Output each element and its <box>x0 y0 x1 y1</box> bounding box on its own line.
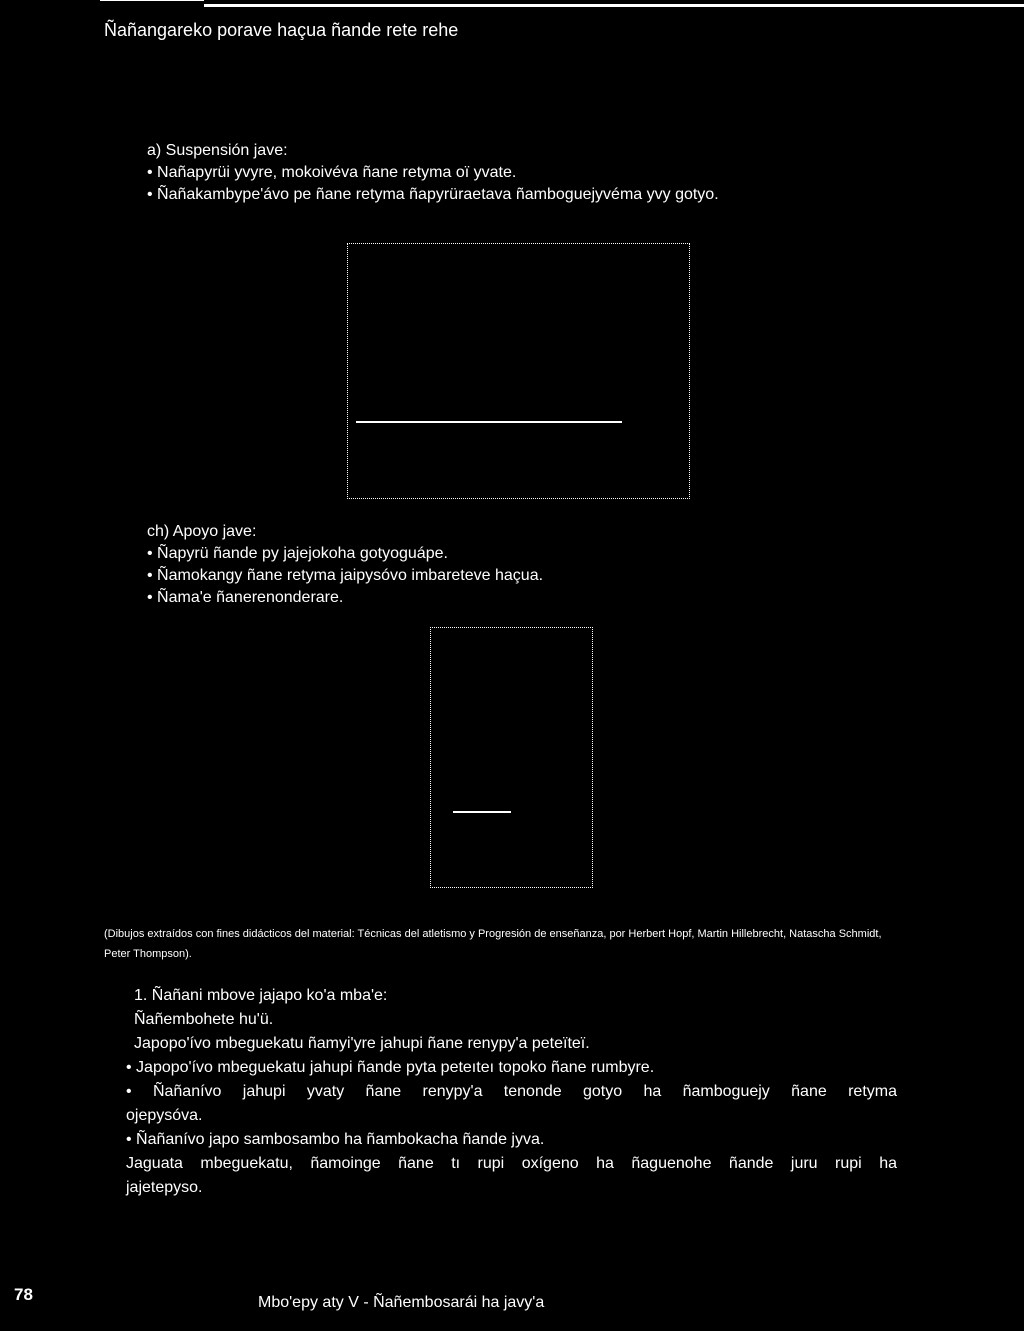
warmup-instructions <box>126 984 897 1200</box>
list-item: • Ñama'e ñanerenonderare. <box>147 589 344 606</box>
top-rule <box>204 4 1024 7</box>
page-number: 78 <box>14 1285 33 1304</box>
list-item: • Ñañanívo jahupi yvaty ñane renypy'a tenonde gotyo ha ñamboguejy ñane retyma <box>126 1083 897 1100</box>
ground-line <box>453 811 511 813</box>
list-item: • Ñapyrü ñande py jajejokoha gotyoguápe. <box>147 545 448 562</box>
list-item: Ñañembohete hu'ü. <box>134 1011 274 1028</box>
image-credit-caption: (Dibujos extraídos con fines didácticos del material: Técnicas del atletismo y Progresión de enseñanza, por Herbert Hopf, Martin Hillebrecht, Natascha Schmidt, Peter Thompson). <box>104 928 882 960</box>
running-title: Ñañangareko porave haçua ñande rete rehe <box>104 20 459 40</box>
numbered-heading: 1. Ñañani mbove jajapo ko'a mba'e: <box>134 987 388 1004</box>
paragraph: Jaguata mbeguekatu, ñamoinge ñane tı rupi oxígeno ha ñaguenohe ñande juru rupi ha <box>126 1155 897 1172</box>
list-item: Japopo'ívo mbeguekatu ñamyi'yre jahupi ñane renypy'a peteïteï. <box>134 1035 590 1052</box>
list-item: • Ñamokangy ñane retyma jaipysóvo imbareteve haçua. <box>147 567 544 584</box>
illustration-apoyo <box>430 627 593 888</box>
list-item: • Ñañanívo japo sambosambo ha ñambokacha ñande jyva. <box>126 1131 545 1148</box>
section-suspension <box>147 140 719 206</box>
section-apoyo <box>147 521 543 609</box>
list-item-continuation: ojepysóva. <box>126 1107 203 1124</box>
illustration-suspension <box>347 243 690 499</box>
top-rule-left <box>100 0 204 1</box>
section-heading: a) Suspensión jave: <box>147 142 288 159</box>
ground-line <box>356 421 622 423</box>
footer-title: Mbo'epy aty V - Ñañembosarái ha javy'a <box>258 1294 545 1311</box>
list-item: • Ñañakambype'ávo pe ñane retyma ñapyrüraetava ñamboguejyvéma yvy gotyo. <box>147 186 719 203</box>
section-heading: ch) Apoyo jave: <box>147 523 257 540</box>
list-item: • Nañapyrüi yvyre, mokoivéva ñane retyma oï yvate. <box>147 164 517 181</box>
list-item: • Japopo'ívo mbeguekatu jahupi ñande pyta peteıteı topoko ñane rumbyre. <box>126 1059 655 1076</box>
paragraph-continuation: jajetepyso. <box>126 1179 203 1196</box>
